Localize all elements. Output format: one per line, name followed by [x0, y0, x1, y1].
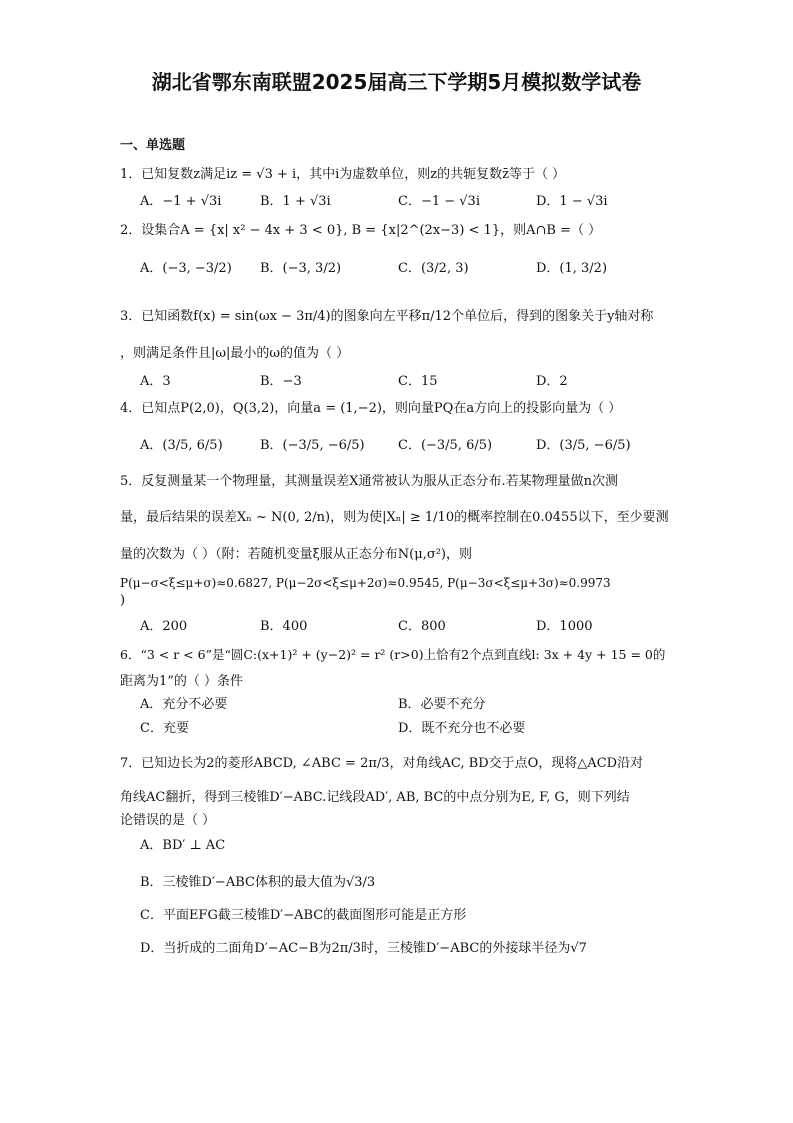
option-b: B．(−3, 3/2): [260, 261, 342, 276]
question-3-stem-continued: ，则满足条件且|ω|最小的ω的值为（ ）: [120, 346, 350, 361]
option-a: A．200: [140, 619, 188, 634]
question-6-stem: 6．“3 < r < 6”是“圆C:(x+1)² + (y−2)² = r² (r>0)上恰有2个点到直线l: 3x + 4y + 15 = 0的: [120, 647, 666, 662]
page-title: 湖北省鄂东南联盟2025届高三下学期5月模拟数学试卷: [151, 70, 642, 94]
question-5-stem-line-3: 量的次数为（ ）（附：若随机变量ξ服从正态分布N(μ,σ²)，则: [120, 547, 472, 562]
question-5-stem-line-2: 量，最后结果的误差Xₙ ~ N(0, 2/n)，则为使|Xₙ| ≥ 1/10的概率控制在0.0455以下，至少要测: [120, 510, 669, 525]
option-a: A．充分不必要: [140, 697, 228, 712]
question-7-stem: 7．已知边长为2的菱形ABCD, ∠ABC = 2π/3，对角线AC, BD交于点O，现将△ACD沿对: [120, 756, 644, 771]
question-3-stem: 3．已知函数f(x) = sin(ωx − 3π/4)的图象向左平移π/12个单位后，得到的图象关于y轴对称: [120, 309, 654, 324]
option-b: B．1 + √3i: [260, 194, 331, 209]
option-b: B．(−3/5, −6/5): [260, 438, 365, 453]
option-a: A．−1 + √3i: [140, 194, 222, 209]
option-b: B．必要不充分: [398, 697, 486, 712]
question-7-stem-line-2: 角线AC翻折，得到三棱锥D′−ABC.记线段AD′, AB, BC的中点分别为E, F, G，则下列结: [120, 790, 630, 805]
question-7-option-d: D．当折成的二面角D′−AC−B为2π/3时，三棱锥D′−ABC的外接球半径为√7: [140, 941, 587, 956]
option-c: C．−1 − √3i: [398, 194, 480, 209]
question-7-option-a: A．BD′ ⊥ AC: [140, 838, 226, 853]
question-7-option-b: B．三棱锥D′−ABC体积的最大值为√3/3: [140, 875, 376, 890]
option-c: C．800: [398, 619, 446, 634]
option-c: C．充要: [140, 721, 189, 736]
option-a: A．3: [140, 374, 171, 389]
option-a: A．(3/5, 6/5): [140, 438, 223, 453]
option-b: B．400: [260, 619, 308, 634]
option-c: C．(−3/5, 6/5): [398, 438, 493, 453]
question-1-stem: 1．已知复数z满足iz = √3 + i，其中i为虚数单位，则z的共轭复数z̄等于（ ）: [120, 167, 566, 182]
question-5-stem-line-4: P(μ−σ<ξ≤μ+σ)≈0.6827, P(μ−2σ<ξ≤μ+2σ)≈0.9545, P(μ−3σ<ξ≤μ+3σ)≈0.9973: [120, 576, 611, 590]
option-c: C．15: [398, 374, 438, 389]
option-b: B．−3: [260, 374, 302, 389]
question-6-stem-continued: 距离为1”的（ ）条件: [120, 674, 244, 689]
option-d: D．(1, 3/2): [536, 261, 608, 276]
option-a: A．(−3, −3/2): [140, 261, 232, 276]
option-d: D．既不充分也不必要: [398, 721, 526, 736]
option-d: D．2: [536, 374, 568, 389]
option-d: D．1 − √3i: [536, 194, 608, 209]
question-5-stem: 5．反复测量某一个物理量，其测量误差X通常被认为服从正态分布.若某物理量做n次测: [120, 474, 619, 489]
question-7-option-c: C．平面EFG截三棱锥D′−ABC的截面图形可能是正方形: [140, 908, 467, 923]
section-heading: 一、单选题: [120, 138, 186, 153]
option-c: C．(3/2, 3): [398, 261, 469, 276]
question-7-stem-line-3: 论错误的是（ ）: [120, 813, 216, 828]
question-2-stem: 2．设集合A = {x| x² − 4x + 3 < 0}, B = {x|2^(2x−3) < 1}，则A∩B =（ ）: [120, 223, 602, 238]
question-4-stem: 4．已知点P(2,0)，Q(3,2)，向量a = (1,−2)，则向量PQ在a方向上的投影向量为（ ）: [120, 401, 622, 416]
option-d: D．1000: [536, 619, 593, 634]
option-d: D．(3/5, −6/5): [536, 438, 631, 453]
question-5-stem-line-5: ): [120, 593, 126, 608]
